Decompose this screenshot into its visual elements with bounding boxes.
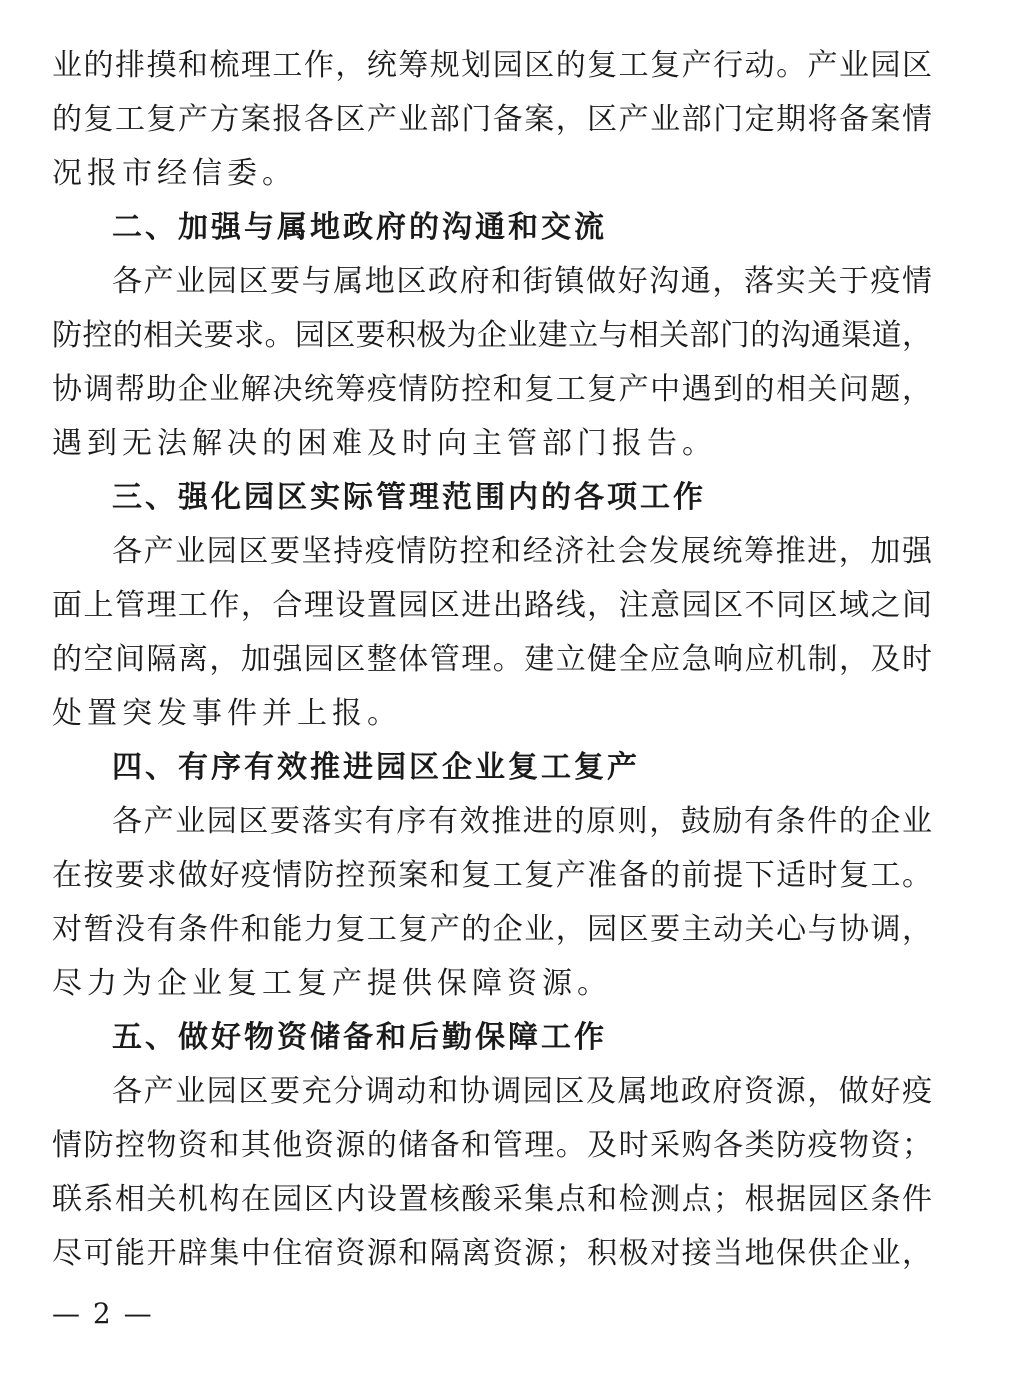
paragraph-line: 尽力为企业复工复产提供保障资源。 xyxy=(52,966,612,1001)
paragraph-line: 的复工复产方案报各区产业部门备案，区产业部门定期将备案情 xyxy=(52,102,932,137)
paragraph-line: 遇到无法解决的困难及时向主管部门报告。 xyxy=(52,426,717,461)
paragraph-line: 在按要求做好疫情防控预案和复工复产准备的前提下适时复工。 xyxy=(52,858,932,893)
paragraph-line: 的空间隔离，加强园区整体管理。建立健全应急响应机制，及时 xyxy=(52,642,932,677)
paragraph-line: 面上管理工作，合理设置园区进出路线，注意园区不同区域之间 xyxy=(52,588,932,623)
paragraph-line: 对暂没有条件和能力复工复产的企业，园区要主动关心与协调， xyxy=(52,912,932,947)
paragraph-line: 情防控物资和其他资源的储备和管理。及时采购各类防疫物资； xyxy=(52,1128,932,1163)
paragraph-line: 各产业园区要坚持疫情防控和经济社会发展统筹推进，加强 xyxy=(112,534,932,569)
paragraph-line: 各产业园区要落实有序有效推进的原则，鼓励有条件的企业 xyxy=(112,804,932,839)
paragraph-line: 防控的相关要求。园区要积极为企业建立与相关部门的沟通渠道， xyxy=(52,318,932,353)
page-number: — 2 — xyxy=(52,1297,154,1330)
section-heading-2: 二、加强与属地政府的沟通和交流 xyxy=(112,210,607,245)
section-heading-3: 三、强化园区实际管理范围内的各项工作 xyxy=(112,480,706,515)
paragraph-line: 处置突发事件并上报。 xyxy=(52,696,402,731)
paragraph-line: 各产业园区要充分调动和协调园区及属地政府资源，做好疫 xyxy=(112,1074,932,1109)
paragraph-line: 协调帮助企业解决统筹疫情防控和复工复产中遇到的相关问题， xyxy=(52,372,932,407)
paragraph-line: 联系相关机构在园区内设置核酸采集点和检测点；根据园区条件 xyxy=(52,1182,932,1217)
paragraph-line: 业的排摸和梳理工作，统筹规划园区的复工复产行动。产业园区 xyxy=(52,48,932,83)
paragraph-line: 尽可能开辟集中住宿资源和隔离资源；积极对接当地保供企业， xyxy=(52,1236,932,1271)
paragraph-line: 况报市经信委。 xyxy=(52,156,297,191)
section-heading-5: 五、做好物资储备和后勤保障工作 xyxy=(112,1020,607,1055)
section-heading-4: 四、有序有效推进园区企业复工复产 xyxy=(112,750,640,785)
paragraph-line: 各产业园区要与属地区政府和街镇做好沟通，落实关于疫情 xyxy=(112,264,932,299)
